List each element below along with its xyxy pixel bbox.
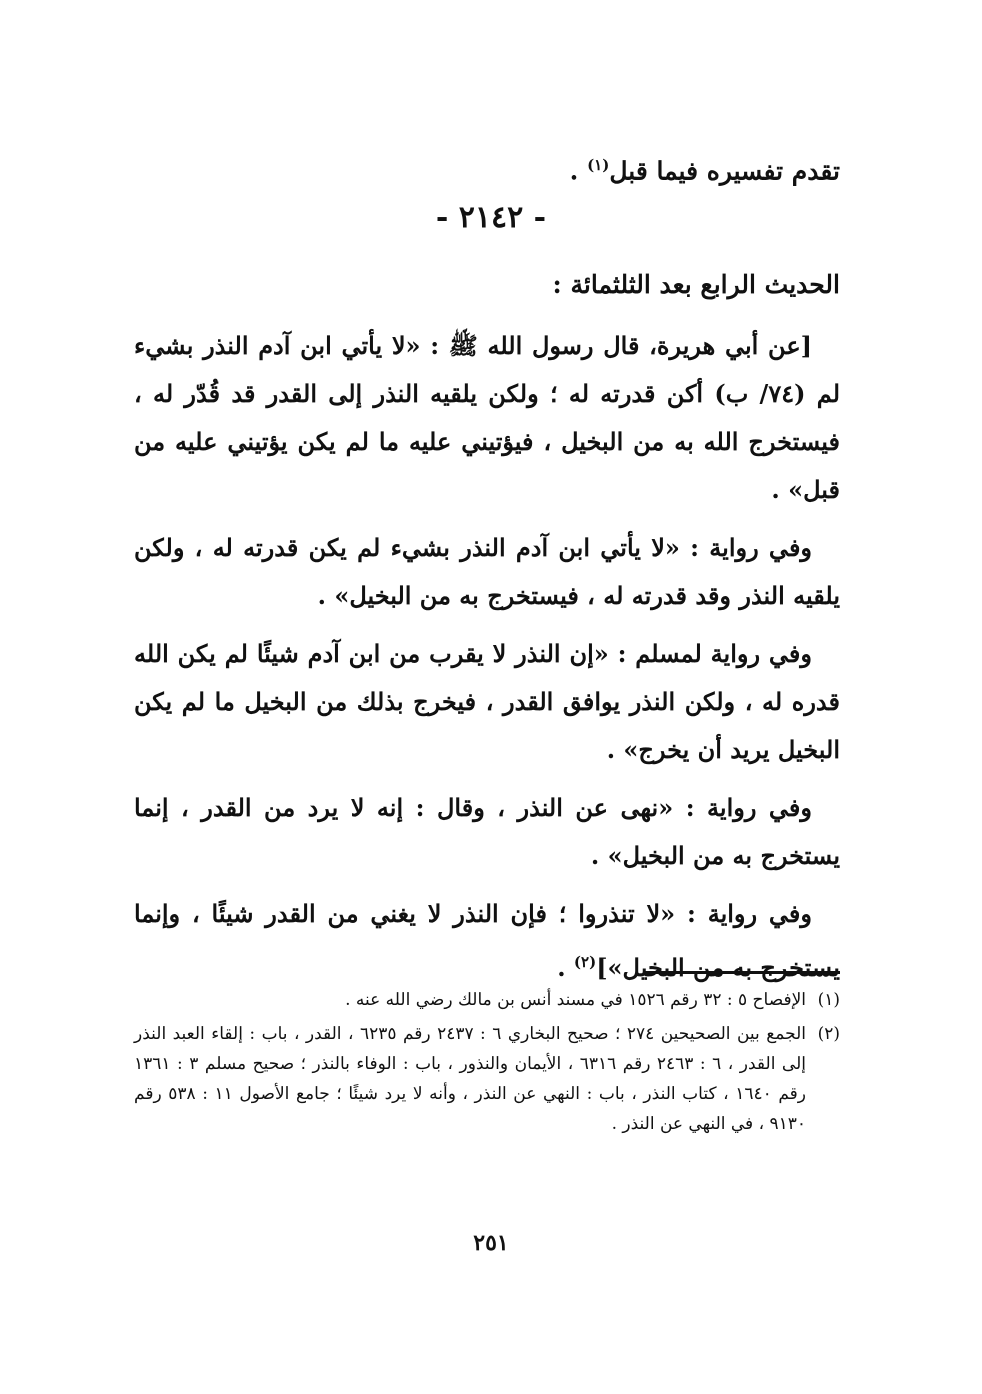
paragraph-narration-5-text: وفي رواية : «لا تنذروا ؛ فإن النذر لا يغني من القدر شيئًا ، وإنما يستخرج به من البخيل»] <box>134 899 840 982</box>
footnote-1-text: الإفصاح ٥ : ٣٢ رقم ١٥٢٦ في مسند أنس بن مالك رضي الله عنه . <box>345 990 806 1010</box>
section-heading: الحديث الرابع بعد الثلثمائة : <box>552 270 840 299</box>
footnote-2-text: الجمع بين الصحيحين ٢٧٤ ؛ صحيح البخاري ٦ : ٢٤٣٧ رقم ٦٢٣٥ ، القدر ، باب : إلقاء العبد النذر إلى القدر ، ٦ : ٢٤٦٣ رقم ٦٣١٦ ، الأيمان والنذور ، باب : الوفاء بالنذر ؛ صحيح مسلم ٣ : ١٣٦١ رقم ١٦٤٠ ، كتاب النذر ، باب : النهي عن النذر ، وأنه لا يرد شيئًا ؛ جامع الأصول ١١ : ٥٣٨ رقم ٩١٣٠ ، في النهي عن النذر . <box>134 1024 807 1134</box>
paragraph-muslim-narration: وفي رواية لمسلم : «إن النذر لا يقرب من ابن آدم شيئًا لم يكن الله قدره له ، ولكن النذر يوافق القدر ، فيخرج بذلك من البخيل ما لم يكن البخيل يريد أن يخرج» . <box>134 639 840 764</box>
footnote-ref-2: (٢) <box>573 953 597 971</box>
footnote-1 <box>134 985 840 1015</box>
intro-line <box>120 140 840 196</box>
hadith-number: - ٢١٤٢ - <box>435 200 547 235</box>
hadith-body <box>134 322 840 1002</box>
footnote-1-marker: (١) <box>817 990 840 1010</box>
paragraph-narration-5-end: . <box>557 953 574 982</box>
intro-text: تقدم تفسيره فيما قبل <box>609 156 840 186</box>
paragraph-narration-2: وفي رواية : «لا يأتي ابن آدم النذر بشيء لم يكن قدرته له ، ولكن يلقيه النذر وقد قدرته له ، فيستخرج به من البخيل» . <box>134 533 840 610</box>
footnotes <box>134 985 840 1143</box>
paragraph-main-narration: [عن أبي هريرة، قال رسول الله ﷺ : «لا يأتي ابن آدم النذر بشيء لم (٧٤/ ب) أكن قدرته له ؛ ولكن يلقيه النذر إلى القدر قد قُدّر له ، فيستخرج الله به من البخيل ، فيؤتيني عليه ما لم يكن يؤتيني عليه من قبل» . <box>134 331 841 504</box>
footnote-ref-1: (١) <box>587 156 610 174</box>
page-number: ٢٥١ <box>473 1230 509 1256</box>
paragraph-narration-5 <box>134 890 840 992</box>
footnote-2 <box>134 1019 840 1139</box>
paragraph-narration-4: وفي رواية : «نهى عن النذر ، وقال : إنه لا يرد من القدر ، إنما يستخرج به من البخيل» . <box>134 793 840 870</box>
footnote-2-marker: (٢) <box>817 1024 840 1044</box>
intro-end: . <box>569 156 588 186</box>
footnote-separator <box>644 971 840 974</box>
